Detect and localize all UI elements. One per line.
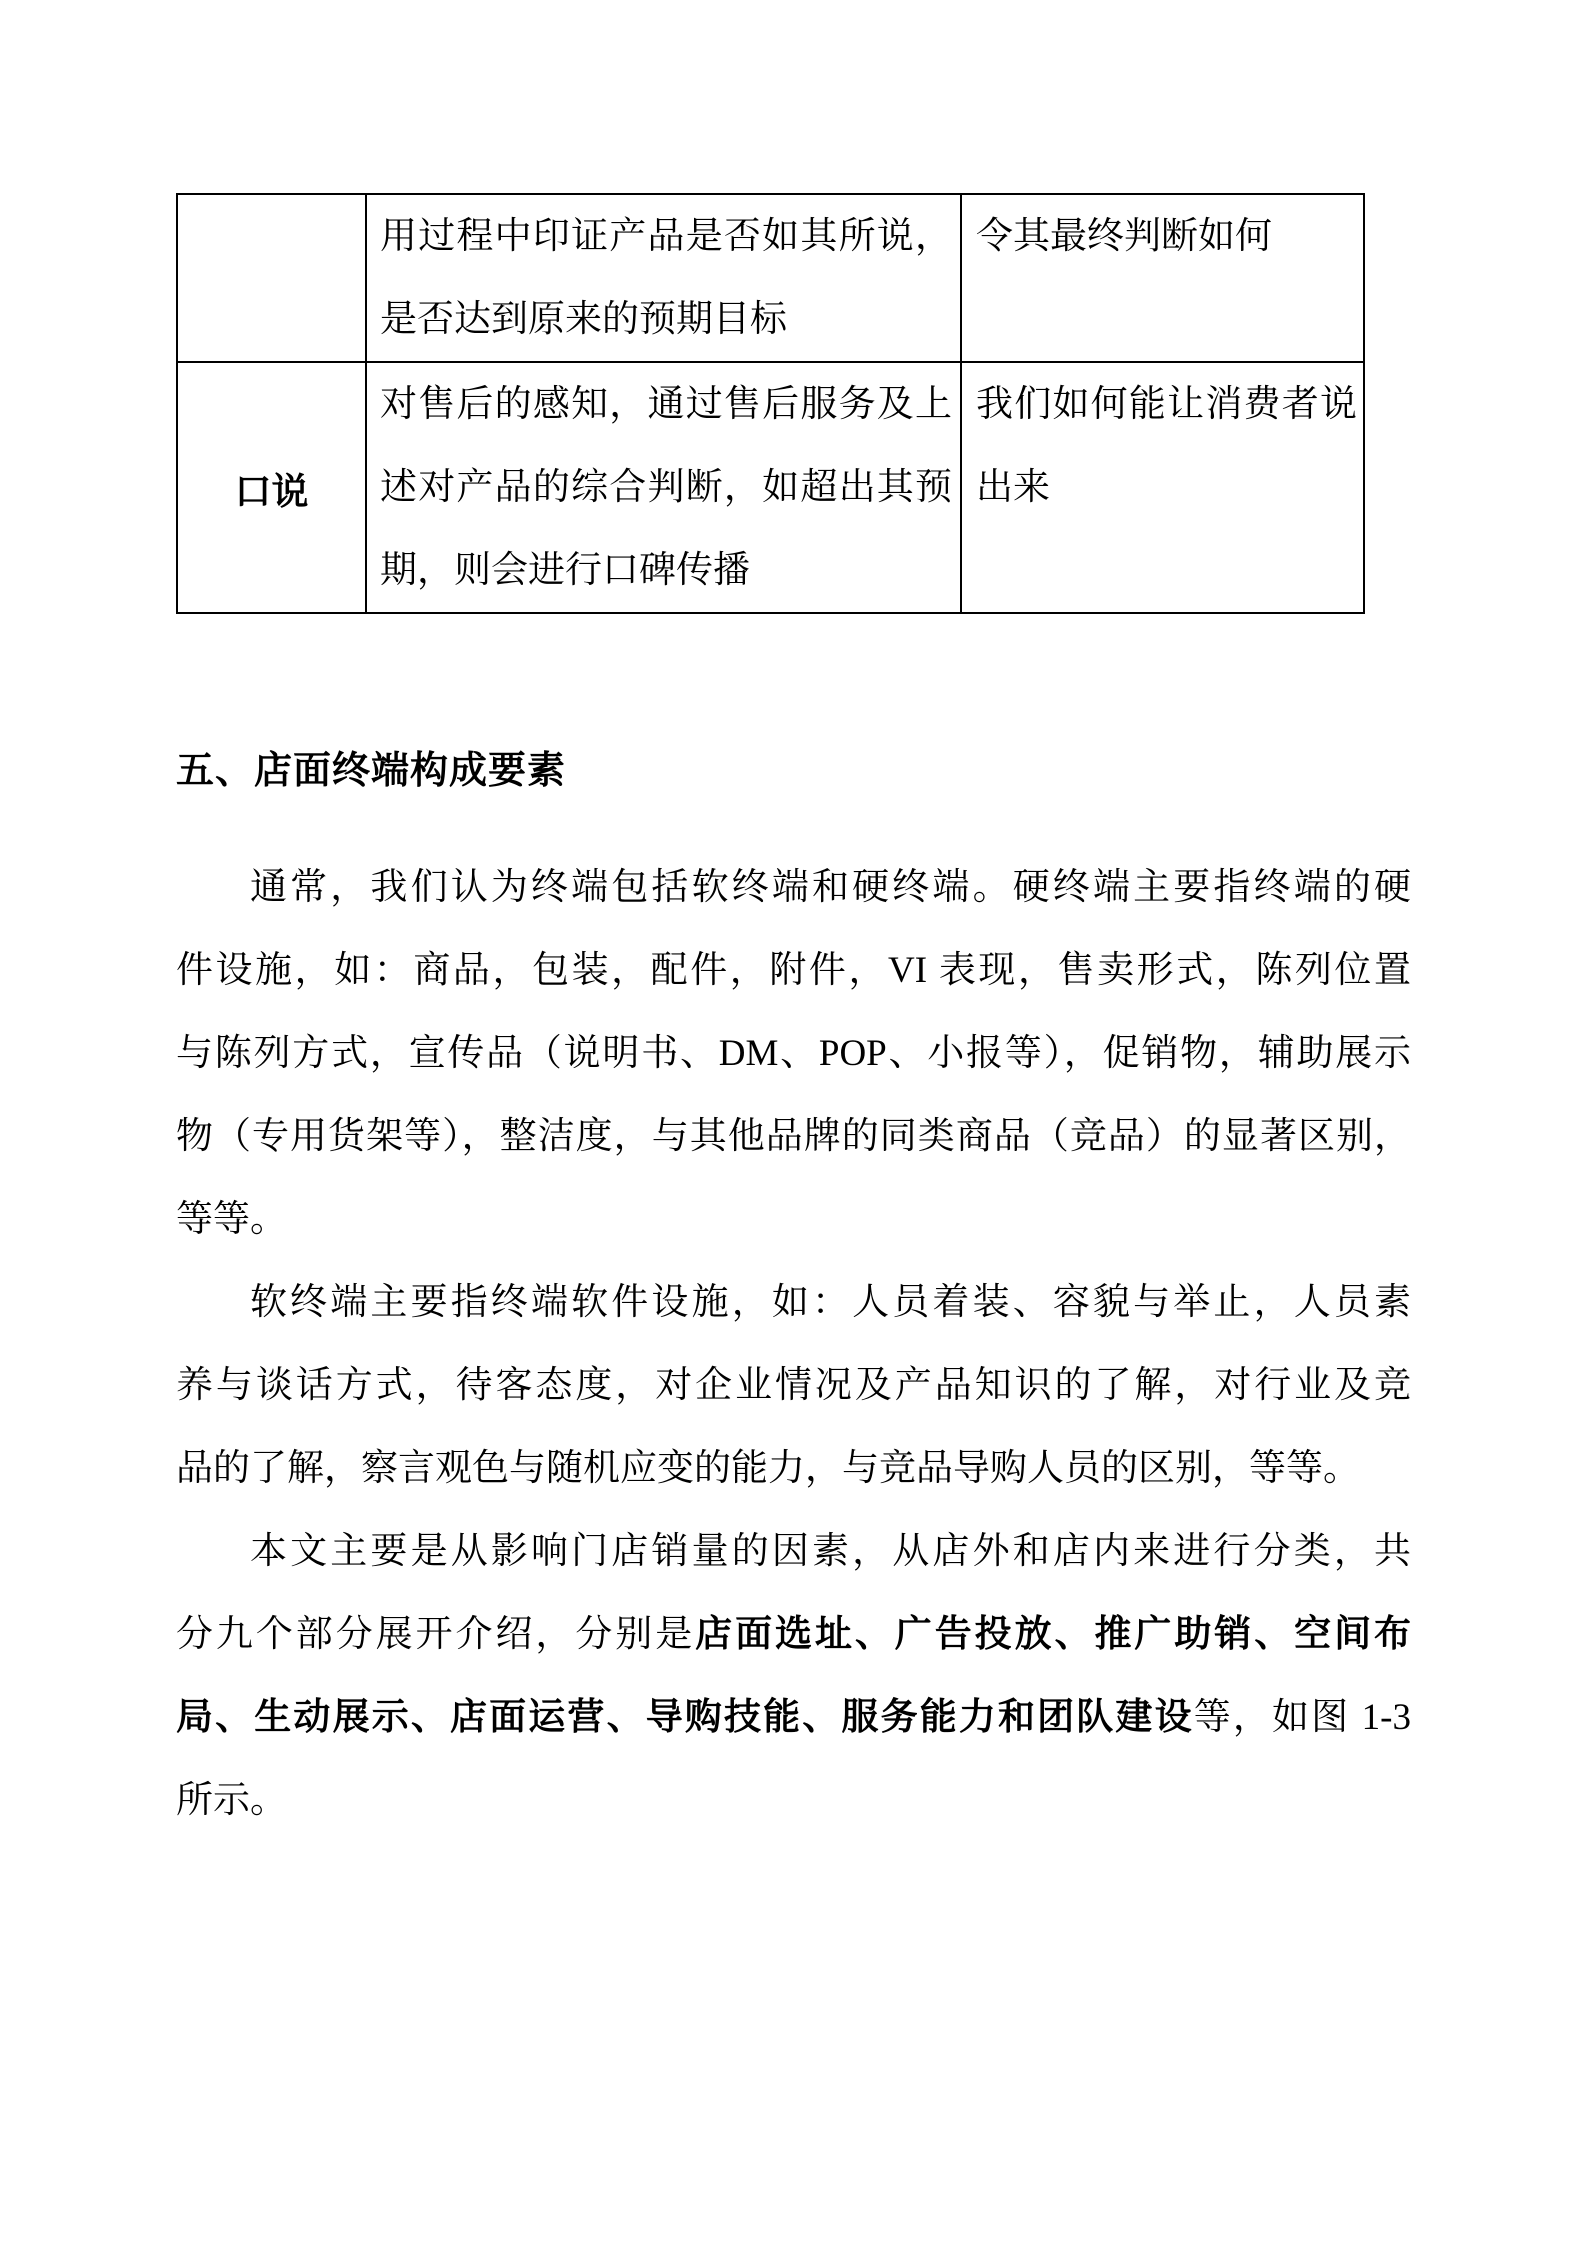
consumer-perception-table <box>176 193 1365 614</box>
paragraph-line: 物（专用货架等），整洁度，与其他品牌的同类商品（竞品）的显著区别， <box>176 1116 1411 1157</box>
table-cell-line: 期，则会进行口碑传播 <box>380 550 750 591</box>
paragraph-line: 养与谈话方式，待客态度，对企业情况及产品知识的了解，对行业及竞 <box>176 1365 1411 1406</box>
table-cell-line: 我们如何能让消费者说 <box>976 384 1357 425</box>
table-cell-line: 述对产品的综合判断，如超出其预 <box>380 467 952 508</box>
paragraph-line: 品的了解，察言观色与随机应变的能力，与竞品导购人员的区别，等等。 <box>176 1448 1360 1489</box>
paragraph-line: 本文主要是从影响门店销量的因素，从店外和店内来进行分类，共 <box>250 1531 1411 1572</box>
table-cell-line: 对售后的感知，通过售后服务及上 <box>380 384 952 425</box>
table-cell-perception <box>366 194 961 362</box>
paragraph-line: 软终端主要指终端软件设施，如：人员着装、容貌与举止，人员素 <box>250 1282 1411 1323</box>
paragraph-line <box>176 1593 1411 1676</box>
table-cell-stage <box>177 362 366 613</box>
table-cell-question <box>961 362 1364 613</box>
table-cell-line: 令其最终判断如何 <box>976 216 1272 257</box>
paragraph-text: 等，如图 1-3 <box>1193 1697 1411 1738</box>
paragraph-line: 件设施，如：商品，包装，配件，附件，VI 表现，售卖形式，陈列位置 <box>176 950 1411 991</box>
paragraph-line: 与陈列方式，宣传品（说明书、DM、POP、小报等），促销物，辅助展示 <box>176 1033 1411 1074</box>
paragraph-text: 分九个部分展开介绍，分别是 <box>176 1614 696 1655</box>
section-heading: 五、店面终端构成要素 <box>176 750 567 792</box>
table-cell-perception <box>366 362 961 613</box>
table-cell-line: 用过程中印证产品是否如其所说， <box>380 216 952 257</box>
table-cell-question <box>961 194 1364 362</box>
table-cell-stage <box>177 194 366 362</box>
body-text <box>176 846 1411 1842</box>
table-cell-line: 是否达到原来的预期目标 <box>380 299 787 340</box>
table-row <box>177 362 1364 613</box>
key-terms-bold: 店面选址、广告投放、推广助销、空间布 <box>695 1614 1411 1655</box>
table-row <box>177 194 1364 362</box>
paragraph-line: 所示。 <box>176 1780 287 1821</box>
paragraph-line: 通常，我们认为终端包括软终端和硬终端。硬终端主要指终端的硬 <box>250 867 1411 908</box>
table-cell-line: 出来 <box>976 467 1050 508</box>
paragraph-line <box>176 1676 1411 1759</box>
stage-label: 口说 <box>234 471 309 513</box>
paragraph-line: 等等。 <box>176 1199 287 1240</box>
key-terms-bold: 局、生动展示、店面运营、导购技能、服务能力和团队建设 <box>176 1697 1194 1738</box>
